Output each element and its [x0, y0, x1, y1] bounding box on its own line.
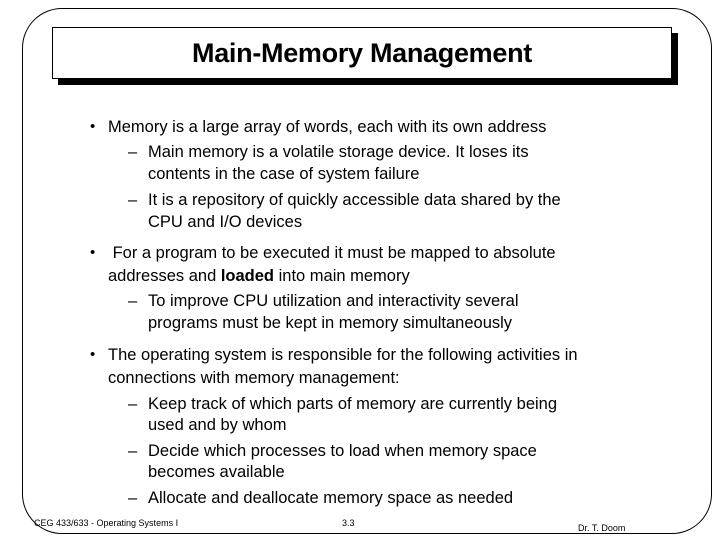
footer-author: Dr. T. Doom [578, 523, 626, 533]
bullet-3-line-1: The operating system is responsible for the following activities in [108, 346, 578, 364]
dash-marker: – [128, 191, 138, 209]
slide-title: Main-Memory Management [192, 37, 532, 68]
bullet-3-sub-1-line-2: used and by whom [148, 416, 287, 434]
dash-marker: – [128, 395, 138, 413]
bullet-1-sub-1-line-2: contents in the case of system failure [148, 165, 420, 183]
bullet-2-line-2-bold: loaded [220, 267, 275, 285]
footer-course: CEG 433/633 - Operating Systems I [34, 518, 179, 528]
title-box [52, 27, 672, 79]
dash-marker: – [128, 143, 138, 161]
bullet-3-sub-3-line-1: Allocate and deallocate memory space as needed [148, 489, 514, 507]
footer-page-number: 3.3 [342, 518, 355, 528]
bullet-2-line-2-pre: addresses and [108, 267, 221, 285]
bullet-2-sub-1-line-1: To improve CPU utilization and interactivity several [148, 292, 519, 310]
bullet-1-sub-2-line-2: CPU and I/O devices [148, 213, 303, 231]
bullet-3-sub-2-line-1: Decide which processes to load when memory space [148, 442, 537, 460]
dash-marker: – [128, 292, 138, 310]
bullet-marker: • [90, 244, 96, 261]
bullet-2-line-2-post: into main memory [274, 267, 410, 285]
bullet-1-sub-1-line-1: Main memory is a volatile storage device. It loses its [148, 143, 529, 161]
bullet-3-line-2: connections with memory management: [108, 369, 400, 387]
bullet-marker: • [90, 118, 96, 135]
bullet-1-line-1: Memory is a large array of words, each with its own address [108, 118, 547, 136]
bullet-3-sub-1-line-1: Keep track of which parts of memory are currently being [148, 395, 558, 413]
bullet-2-line-2 [108, 265, 410, 287]
bullet-marker: • [90, 346, 96, 363]
dash-marker: – [128, 442, 138, 460]
dash-marker: – [128, 489, 138, 507]
bullet-1-sub-2-line-1: It is a repository of quickly accessible data shared by the [148, 191, 561, 209]
bullet-3-sub-2-line-2: becomes available [148, 463, 285, 481]
bullet-2-line-1: For a program to be executed it must be mapped to absolute [108, 244, 556, 262]
bullet-2-sub-1-line-2: programs must be kept in memory simultaneously [148, 314, 513, 332]
